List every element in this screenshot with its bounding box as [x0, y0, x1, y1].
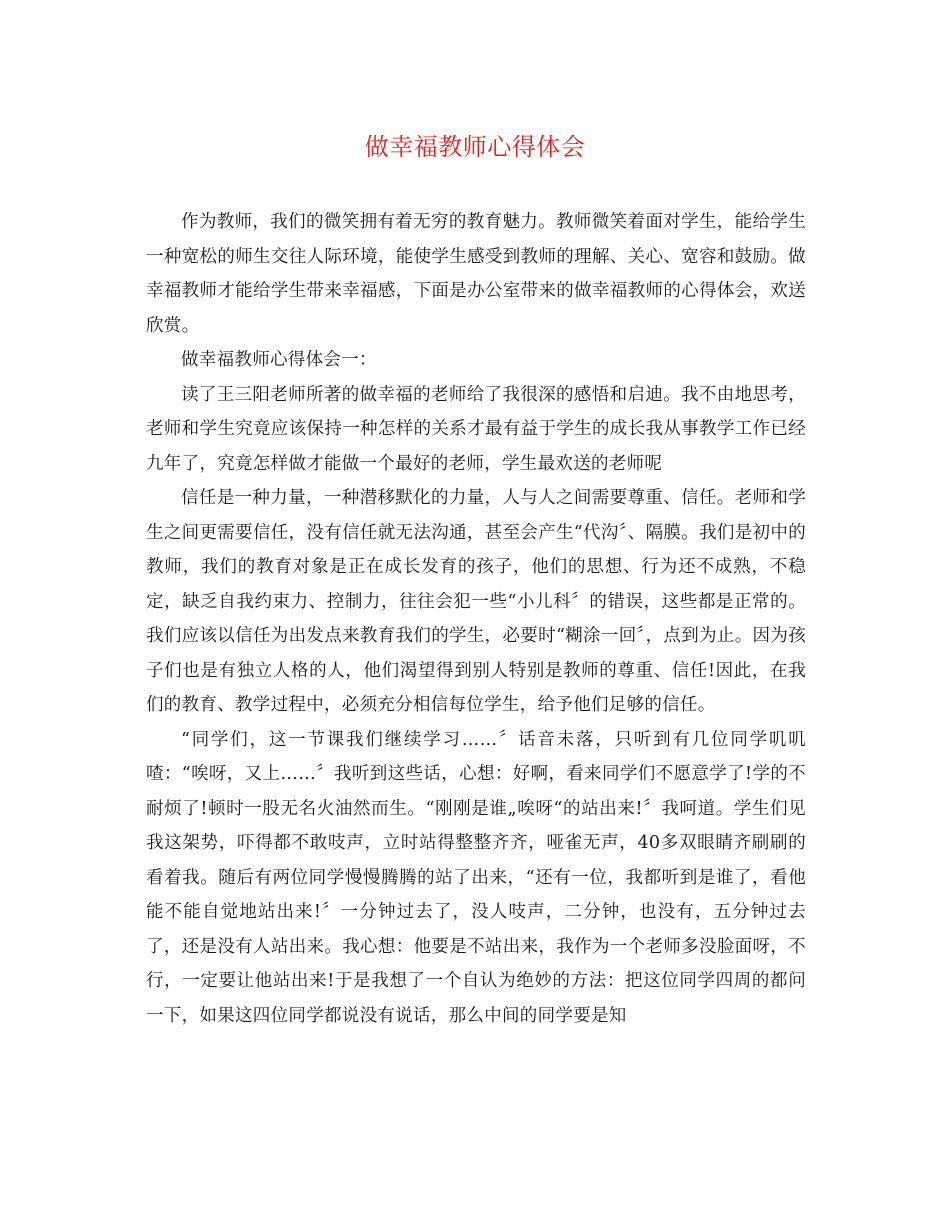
paragraph-reading: 读了王三阳老师所著的做幸福的老师给了我很深的感悟和启迪。我不由地思考，老师和学生究竟应该保持一种怎样的关系才最有益于学生的成长我从事教学工作已经九年了，究竟怎样做才能做一个最好的老师，学生最欢送的老师呢	[146, 384, 806, 474]
paragraph-classroom-story: “同学们，这一节课我们继续学习……〞话音未落，只听到有几位同学叽叽喳：“唉呀，又上……〞我听到这些话，心想：好啊，看来同学们不愿意学了!学的不耐烦了!顿时一股无名火油然而生。“刚刚是谁„唉呀“的站出来!〞我呵道。学生们见我这架势，吓得都不敢吱声，立时站得整整齐齐，哑雀无声，40多双眼睛齐刷刷的看着我。随后有两位同学慢慢腾腾的站了出来，“还有一位，我都听到是谁了，看他能不能自觉地站出来!〞一分钟过去了，没人吱声，二分钟，也没有，五分钟过去了，还是没有人站出来。我心想：他要是不站出来，我作为一个老师多没脸面呀，不行，一定要让他站出来!于是我想了一个自认为绝妙的方法：把这位同学四周的都问一下，如果这四位同学都说没有说话，那么中间的同学要是知	[146, 729, 806, 1026]
paragraph-intro: 作为教师，我们的微笑拥有着无穷的教育魅力。教师微笑着面对学生，能给学生一种宽松的师生交往人际环境，能使学生感受到教师的理解、关心、宽容和鼓励。做幸福教师才能给学生带来幸福感，下面是办公室带来的做幸福教师的心得体会，欢送欣赏。	[146, 212, 806, 336]
document-body	[146, 205, 806, 1033]
paragraph-trust: 信任是一种力量，一种潜移默化的力量，人与人之间需要尊重、信任。老师和学生之间更需要信任，没有信任就无法沟通，甚至会产生“代沟〞、隔膜。我们是初中的教师，我们的教育对象是正在成长发育的孩子，他们的思想、行为还不成熟，不稳定，缺乏自我约束力、控制力，往往会犯一些“小儿科〞的错误，这些都是正常的。我们应该以信任为出发点来教育我们的学生，必要时“糊涂一回〞，点到为止。因为孩子们也是有独立人格的人，他们渴望得到别人特别是教师的尊重、信任!因此，在我们的教育、教学过程中，必须充分相信每位学生，给予他们足够的信任。	[146, 488, 806, 715]
document-title: 做幸福教师心得体会	[364, 133, 586, 161]
section-heading: 做幸福教师心得体会一：	[181, 350, 377, 370]
